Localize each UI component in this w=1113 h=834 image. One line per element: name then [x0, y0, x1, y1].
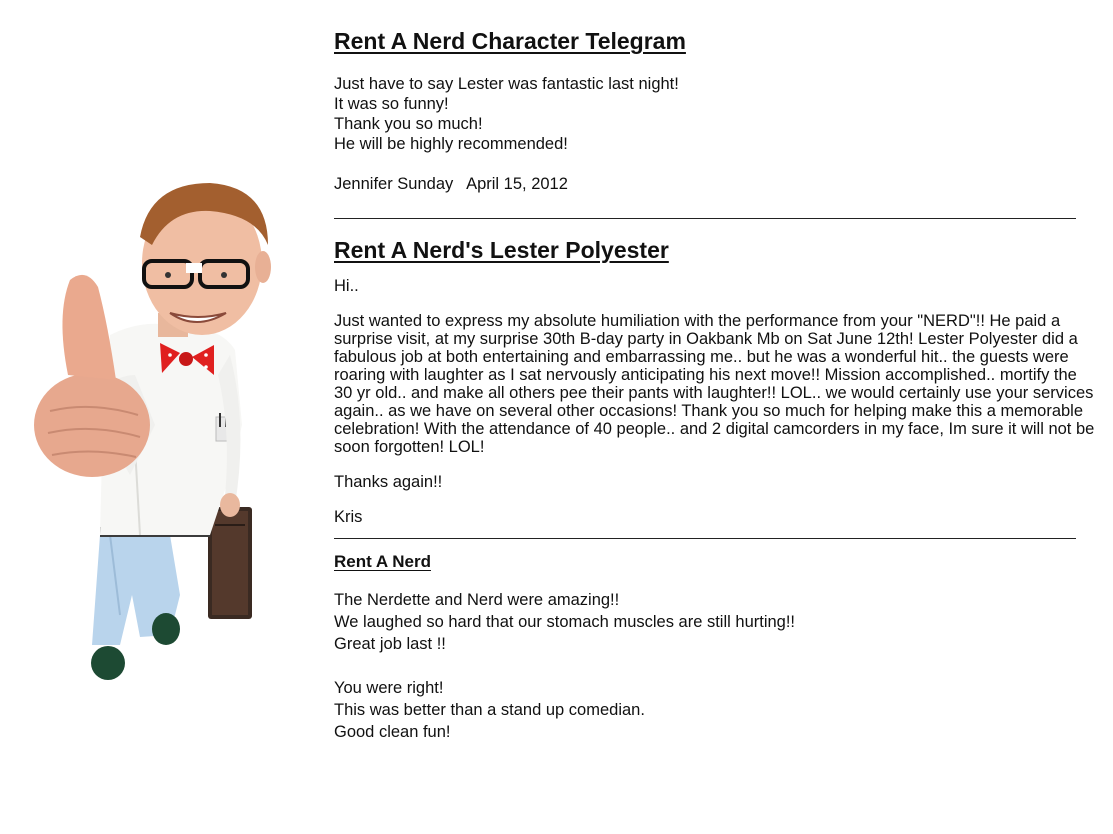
- testimonial-line: Good clean fun!: [334, 723, 451, 741]
- testimonial-signature: Kris: [334, 508, 363, 526]
- testimonial-line: This was better than a stand up comedian.: [334, 701, 645, 719]
- nerd-thumbs-up-image: [20, 175, 290, 695]
- testimonial-title: Rent A Nerd: [334, 552, 431, 571]
- testimonial-line: It was so funny!: [334, 95, 449, 113]
- thumb: [62, 275, 116, 380]
- testimonial-greeting: Hi..: [334, 277, 359, 295]
- left-shoe: [91, 646, 125, 680]
- testimonial-line: You were right!: [334, 679, 444, 697]
- testimonial-2: [334, 235, 1099, 526]
- testimonial-line: Thank you so much!: [334, 115, 483, 133]
- testimonial-3: [334, 551, 1099, 743]
- testimonial-1: [334, 26, 1099, 194]
- right-shoe: [152, 613, 180, 645]
- testimonial-line: The Nerdette and Nerd were amazing!!: [334, 591, 620, 609]
- testimonials: [334, 26, 1099, 743]
- testimonial-body: Just wanted to express my absolute humiliation with the performance from your "NERD"!! He paid a surprise visit, at my surprise 30th B-day party in Oakbank Mb on Sat June 12th! Lester Polyester did a fabulous job at both entertaining and embarrassing me.. but he was a wonderful hit.. the guests were roaring with laughter as I sat nervously anticipating his next move!! Mission accomplished.. mortify the 30 yr old.. and make all others pee their pants with laughter!! LOL.. we would certainly use your services again.. as we have on several other occasions! Thank you so much for helping make this a memorable celebration! With the attendance of 40 people.. and 2 digital camcorders in my face, Im sure it will not be soon forgotten! LOL!: [334, 312, 1095, 456]
- fist: [34, 373, 150, 477]
- testimonial-line: He will be highly recommended!: [334, 135, 568, 153]
- testimonial-line: Great job last !!: [334, 635, 446, 653]
- testimonial-thanks: Thanks again!!: [334, 473, 443, 491]
- testimonial-title: Rent A Nerd Character Telegram: [334, 28, 686, 54]
- testimonial-line: We laughed so hard that our stomach muscles are still hurting!!: [334, 613, 796, 631]
- testimonial-signature: Jennifer Sunday April 15, 2012: [334, 175, 568, 193]
- testimonial-line: Just have to say Lester was fantastic last night!: [334, 75, 679, 93]
- testimonial-title: Rent A Nerd's Lester Polyester: [334, 237, 669, 263]
